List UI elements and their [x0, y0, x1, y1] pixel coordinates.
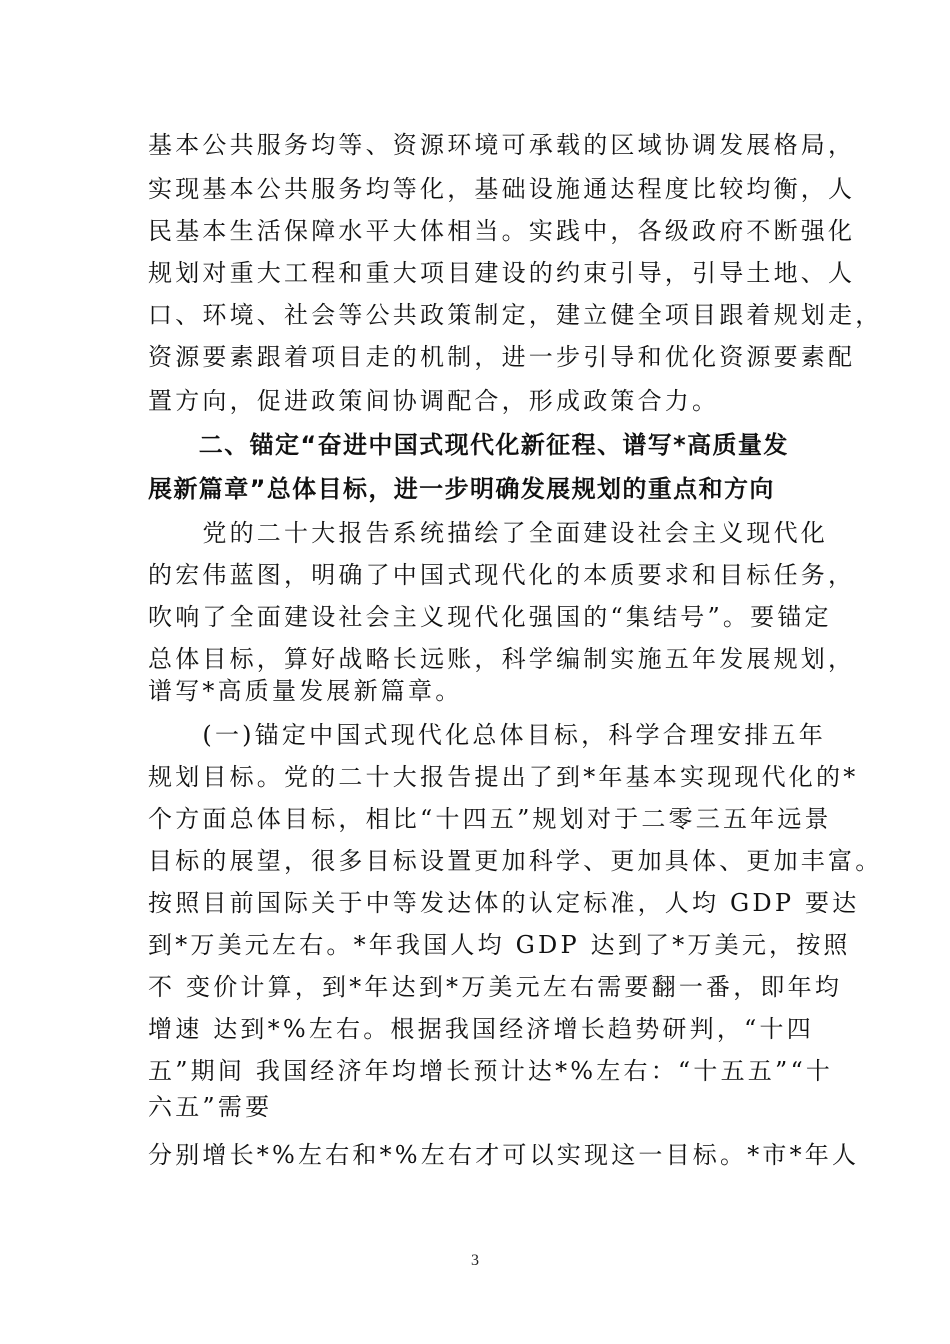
text-line: 谱写*高质量发展新篇章。	[148, 677, 463, 705]
text-line: 口、环境、社会等公共政策制定，建立健全项目跟着规划走，	[148, 301, 883, 329]
text-line: 不 变价计算，到*年达到*万美元左右需要翻一番，即年均	[148, 973, 843, 1001]
text-line: 基本公共服务均等、资源环境可承载的区域协调发展格局，	[148, 131, 856, 159]
text-line: 六五”需要	[148, 1093, 273, 1121]
text-line: 按照目前国际关于中等发达体的认定标准，人均 GDP 要达	[148, 889, 860, 917]
text-line: 置方向，促进政策间协调配合，形成政策合力。	[148, 387, 720, 415]
text-line: 的宏伟蓝图，明确了中国式现代化的本质要求和目标任务，	[148, 561, 856, 589]
section-heading-line: 展新篇章”总体目标，进一步明确发展规划的重点和方向	[148, 475, 775, 503]
text-line: 规划目标。党的二十大报告提出了到*年基本实现现代化的*	[148, 763, 859, 791]
text-line: 党的二十大报告系统描绘了全面建设社会主义现代化	[148, 519, 828, 547]
text-line: 民基本生活保障水平大体相当。实践中，各级政府不断强化	[148, 217, 856, 245]
section-heading-line: 二、锚定“奋进中国式现代化新征程、谱写*高质量发	[148, 431, 789, 459]
text-line: 目标的展望，很多目标设置更加科学、更加具体、更加丰富。	[148, 847, 883, 875]
text-line: 个方面总体目标，相比“十四五”规划对于二零三五年远景	[148, 805, 832, 833]
text-line: 五”期间 我国经济年均增长预计达*%左右：“十五五”“十	[148, 1057, 834, 1085]
page-number: 3	[471, 1252, 479, 1269]
text-line: 总体目标，算好战略长远账，科学编制实施五年发展规划，	[148, 645, 856, 673]
text-line: 吹响了全面建设社会主义现代化强国的“集结号”。要锚定	[148, 603, 832, 631]
text-line: 增速 达到*%左右。根据我国经济增长趋势研判，“十四	[148, 1015, 814, 1043]
text-line: 到*万美元左右。*年我国人均 GDP 达到了*万美元，按照	[148, 931, 851, 959]
text-line: 资源要素跟着项目走的机制，进一步引导和优化资源要素配	[148, 343, 856, 371]
text-line: 规划对重大工程和重大项目建设的约束引导，引导土地、人	[148, 259, 856, 287]
text-line: (一)锚定中国式现代化总体目标，科学合理安排五年	[148, 721, 826, 749]
text-line: 分别增长*%左右和*%左右才可以实现这一目标。*市*年人	[148, 1141, 860, 1169]
text-line: 实现基本公共服务均等化，基础设施通达程度比较均衡，人	[148, 175, 856, 203]
